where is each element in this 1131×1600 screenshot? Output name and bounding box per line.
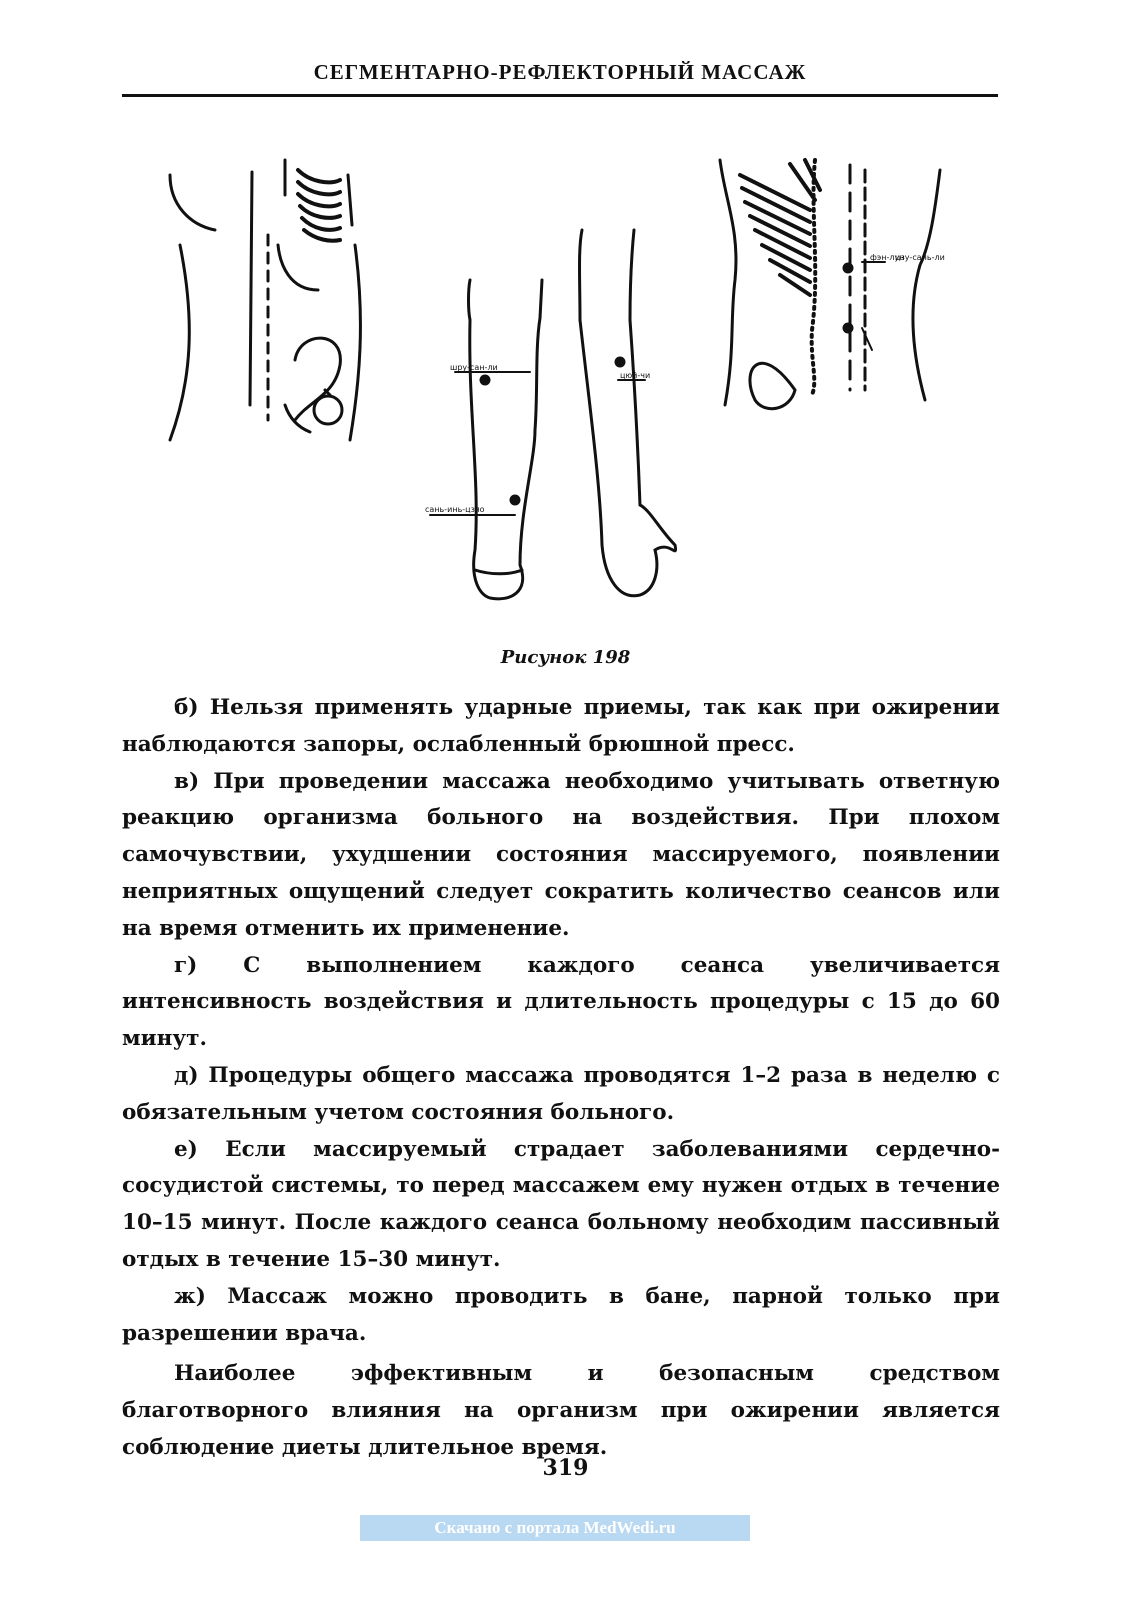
paragraph-conclusion: Наиболее эффективным и безопасным средством благотворного влияния на организм при ожирении является соблюдение диеты длительное время. <box>122 1361 1000 1460</box>
body-text <box>122 690 1000 1467</box>
point-label-3: цюй-чи <box>620 371 651 380</box>
arm-right-drawing <box>580 230 676 596</box>
torso-left-drawing <box>170 160 360 440</box>
point-label-1: шру-сан-ли <box>450 363 498 372</box>
paragraph-v: в) При проведении массажа необходимо учитывать ответную реакцию организма больного на воздействия. При плохом самочувствии, ухудшении состояния массируемого, появлении неприятных ощущений следует сократить количество сеансов или на время отменить их применение. <box>122 768 1000 941</box>
paragraph-d: д) Процедуры общего массажа проводятся 1–2 раза в неделю с обязательным учетом состояния больного. <box>122 1062 1000 1125</box>
paragraph-g: г) С выполнением каждого сеанса увеличивается интенсивность воздействия и длительность процедуры с 15 до 60 минут. <box>122 952 1000 1052</box>
figure-caption: Рисунок 198 <box>500 647 631 668</box>
figure-198-illustration <box>150 150 1010 630</box>
point-label-zu-san-li: цзу-сань-ли <box>895 253 945 262</box>
running-header: СЕГМЕНТАРНО-РЕФЛЕКТОРНЫЙ МАССАЖ <box>313 60 807 84</box>
page-number: 319 <box>542 1455 589 1481</box>
leg-left-drawing <box>425 280 542 599</box>
point-label-2: сань-инь-цзяо <box>425 505 485 514</box>
paragraph-zh: ж) Массаж можно проводить в бане, парной только при разрешении врача. <box>122 1283 1000 1346</box>
torso-right-drawing <box>720 160 945 409</box>
header-rule <box>122 94 998 97</box>
point-label-feng-lun: фэн-лун <box>870 253 905 262</box>
paragraph-e: е) Если массируемый страдает заболеваниями сердечно-сосудистой системы, то перед массажем ему нужен отдых в течение 10–15 минут. После каждого сеанса больному необходим пассивный отдых в течение 15–30 минут. <box>122 1136 1000 1272</box>
paragraph-b: б) Нельзя применять ударные приемы, так как при ожирении наблюдаются запоры, ослабленный брюшной пресс. <box>122 695 1000 757</box>
watermark-link[interactable]: Скачано с портала MedWedi.ru <box>360 1515 750 1541</box>
